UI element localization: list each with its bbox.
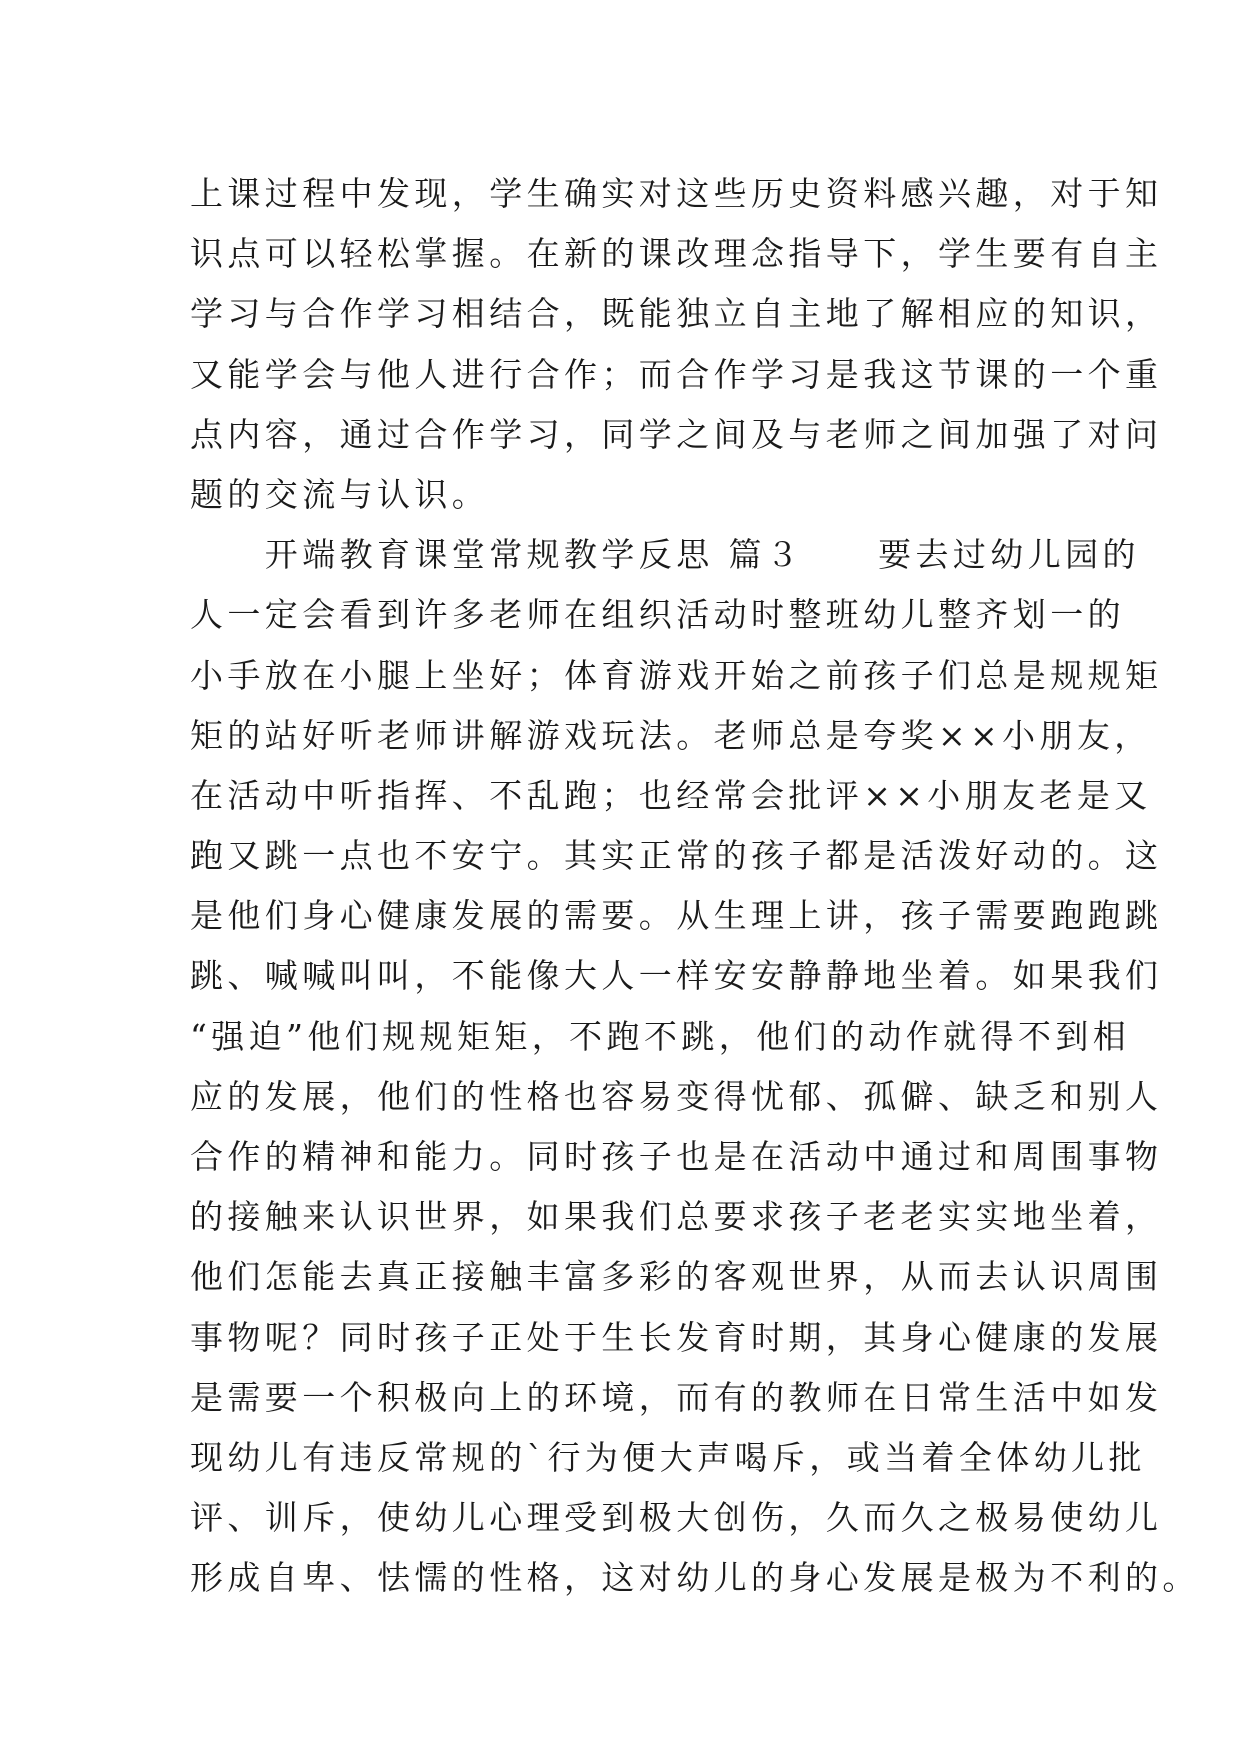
text-line: 识点可以轻松掌握。在新的课改理念指导下，学生要有自主 bbox=[190, 234, 1163, 274]
body-text bbox=[190, 164, 1200, 1609]
text-line: 应的发展，他们的性格也容易变得忧郁、孤僻、缺乏和别人 bbox=[190, 1076, 1163, 1116]
text-line: 合作的精神和能力。同时孩子也是在活动中通过和周围事物 bbox=[190, 1137, 1163, 1176]
text-line: “强迫”他们规规矩矩，不跑不跳，他们的动作就得不到相 bbox=[190, 1016, 1131, 1056]
text-line: 他们怎能去真正接触丰富多彩的客观世界，从而去认识周围 bbox=[190, 1257, 1163, 1297]
paragraph-1 bbox=[190, 164, 1163, 525]
text-line: 在活动中听指挥、不乱跑；也经常会批评××小朋友老是又 bbox=[190, 775, 1152, 815]
text-line: 矩的站好听老师讲解游戏玩法。老师总是夸奖××小朋友， bbox=[190, 715, 1152, 755]
text-line: 的接触来认识世界，如果我们总要求孩子老老实实地坐着， bbox=[190, 1197, 1163, 1237]
text-line: 又能学会与他人进行合作；而合作学习是我这节课的一个重 bbox=[190, 354, 1163, 394]
text-line: 跑又跳一点也不安宁。其实正常的孩子都是活泼好动的。这 bbox=[190, 836, 1163, 876]
text-line: 事物呢？同时孩子正处于生长发育时期，其身心健康的发展 bbox=[190, 1317, 1163, 1357]
text-line: 是需要一个积极向上的环境，而有的教师在日常生活中如发 bbox=[190, 1377, 1163, 1417]
text-line: 题的交流与认识。 bbox=[190, 474, 490, 514]
text-line: 小手放在小腿上坐好；体育游戏开始之前孩子们总是规规矩 bbox=[190, 655, 1163, 695]
paragraph-2 bbox=[190, 525, 1200, 1608]
text-line: 开端教育课堂常规教学反思 篇３ 要去过幼儿园的 bbox=[190, 535, 1140, 575]
text-line: 学习与合作学习相结合，既能独立自主地了解相应的知识， bbox=[190, 294, 1163, 334]
text-line: 现幼儿有违反常规的`行为便大声喝斥，或当着全体幼儿批 bbox=[190, 1437, 1146, 1477]
text-line: 点内容，通过合作学习，同学之间及与老师之间加强了对问 bbox=[190, 414, 1163, 454]
text-line: 评、训斥，使幼儿心理受到极大创伤，久而久之极易使幼儿 bbox=[190, 1498, 1163, 1538]
text-line: 上课过程中发现，学生确实对这些历史资料感兴趣，对于知 bbox=[190, 174, 1163, 213]
text-line: 是他们身心健康发展的需要。从生理上讲，孩子需要跑跑跳 bbox=[190, 896, 1163, 936]
text-line: 人一定会看到许多老师在组织活动时整班幼儿整齐划一的 bbox=[190, 595, 1125, 635]
text-line: 跳、喊喊叫叫，不能像大人一样安安静静地坐着。如果我们 bbox=[190, 956, 1163, 996]
text-line: 形成自卑、怯懦的性格，这对幼儿的身心发展是极为不利的。 bbox=[190, 1558, 1200, 1598]
